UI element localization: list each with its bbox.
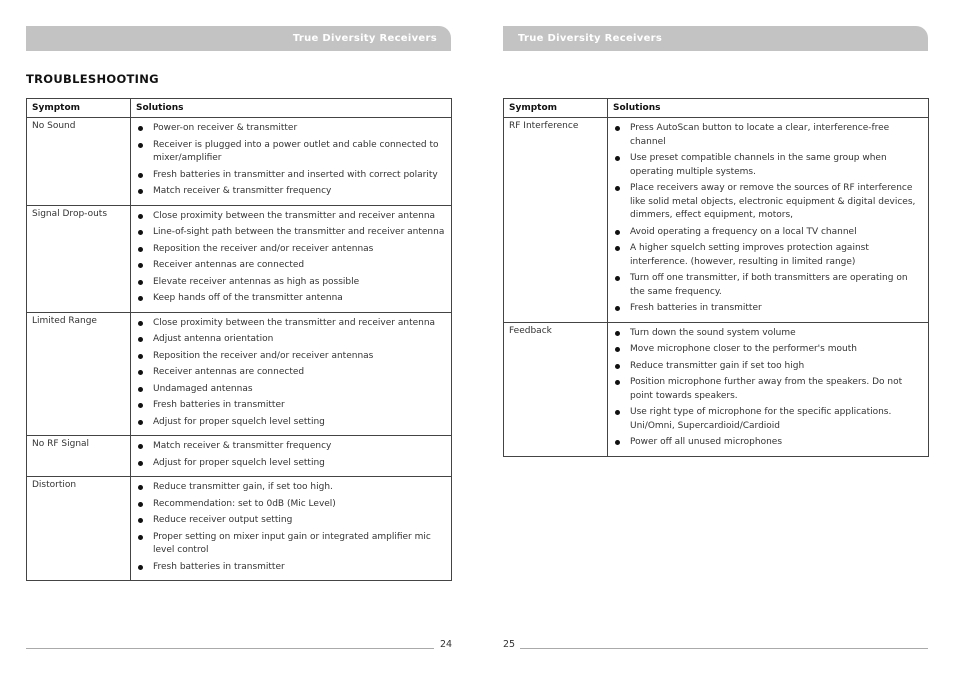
bullet-icon (138, 337, 143, 342)
table-header-row (504, 99, 929, 118)
symptom-column-header: Symptom (504, 99, 608, 118)
list-item (613, 272, 923, 299)
solution-text: Recommendation: set to 0dB (Mic Level) (153, 498, 336, 509)
list-item (613, 226, 923, 240)
solutions-list (136, 317, 446, 430)
solution-text: Undamaged antennas (153, 383, 253, 394)
list-item (136, 350, 446, 364)
solution-text: Turn off one transmitter, if both transmitters are operating on the same frequency. (630, 273, 908, 297)
list-item (613, 302, 923, 316)
list-item (136, 139, 446, 166)
solution-text: Line-of-sight path between the transmitter and receiver antenna (153, 227, 445, 237)
bullet-icon (138, 214, 143, 219)
list-item (136, 383, 446, 397)
right-page (477, 0, 954, 675)
bullet-icon (138, 189, 143, 194)
symptom-cell: Distortion (27, 477, 131, 581)
solution-text: Reduce transmitter gain if set too high (630, 360, 805, 371)
symptom-column-header: Symptom (27, 99, 131, 118)
table-body-left (27, 118, 452, 581)
solutions-list (136, 440, 446, 470)
bullet-icon (138, 444, 143, 449)
troubleshooting-table-right (503, 98, 929, 457)
solutions-column-header: Solutions (608, 99, 929, 118)
bullet-icon (615, 186, 620, 191)
table-row (27, 312, 452, 436)
symptom-cell: Signal Drop-outs (27, 205, 131, 312)
bullet-icon (138, 280, 143, 285)
bullet-icon (615, 331, 620, 336)
bullet-icon (138, 143, 143, 148)
bullet-icon (138, 387, 143, 392)
bullet-icon (138, 321, 143, 326)
table-row (27, 436, 452, 477)
bullet-icon (615, 230, 620, 235)
bullet-icon (138, 173, 143, 178)
table-row (27, 118, 452, 206)
solution-text: Avoid operating a frequency on a local TV channel (630, 226, 857, 237)
bullet-icon (615, 380, 620, 385)
bullet-icon (615, 246, 620, 251)
solutions-list (136, 122, 446, 199)
footer-line-left (26, 648, 434, 649)
symptom-cell: No RF Signal (27, 436, 131, 477)
solutions-cell (608, 118, 929, 323)
bullet-icon (138, 502, 143, 507)
solutions-cell (131, 312, 452, 436)
symptom-cell: Limited Range (27, 312, 131, 436)
list-item (136, 514, 446, 528)
list-item (136, 481, 446, 495)
bullet-icon (138, 126, 143, 131)
solution-text: Close proximity between the transmitter and receiver antenna (153, 210, 436, 221)
solution-text: Press AutoScan button to locate a clear, interference-free channel (630, 123, 890, 147)
bullet-icon (138, 296, 143, 301)
list-item (136, 333, 446, 347)
bullet-icon (615, 126, 620, 131)
solution-text: Move microphone closer to the performer's mouth (630, 344, 857, 354)
page-number-right: 25 (503, 639, 516, 650)
solution-text: Adjust antenna orientation (153, 334, 274, 344)
header-bar-right (503, 26, 928, 51)
list-item (136, 122, 446, 136)
bullet-icon (138, 420, 143, 425)
bullet-icon (615, 156, 620, 161)
solution-text: Place receivers away or remove the sources of RF interference like solid metal objects, electronic equipment & digital devices, dimmers, effect equipment, motors, (630, 183, 916, 220)
solution-text: Close proximity between the transmitter and receiver antenna (153, 317, 436, 328)
list-item (136, 531, 446, 558)
bullet-icon (138, 518, 143, 523)
list-item (136, 317, 446, 331)
solutions-cell (131, 118, 452, 206)
bullet-icon (615, 440, 620, 445)
solutions-list (136, 481, 446, 574)
list-item (136, 169, 446, 183)
solution-text: Match receiver & transmitter frequency (153, 441, 332, 451)
list-item (136, 259, 446, 273)
bullet-icon (138, 354, 143, 359)
solutions-list (613, 122, 923, 316)
list-item (613, 242, 923, 269)
solutions-list (613, 327, 923, 450)
header-title: True Diversity Receivers (518, 33, 663, 44)
list-item (613, 436, 923, 450)
list-item (136, 210, 446, 224)
list-item (613, 406, 923, 433)
solution-text: Fresh batteries in transmitter and inserted with correct polarity (153, 169, 438, 180)
table-row (504, 322, 929, 456)
solution-text: Adjust for proper squelch level setting (153, 457, 325, 468)
solution-text: Match receiver & transmitter frequency (153, 186, 332, 196)
solutions-cell (131, 436, 452, 477)
list-item (136, 440, 446, 454)
list-item (136, 276, 446, 290)
solutions-cell (131, 205, 452, 312)
solution-text: Receiver antennas are connected (153, 260, 305, 270)
list-item (613, 327, 923, 341)
solution-text: Reposition the receiver and/or receiver antennas (153, 243, 374, 254)
solution-text: Receiver antennas are connected (153, 367, 305, 377)
bullet-icon (615, 410, 620, 415)
solution-text: Use preset compatible channels in the same group when operating multiple systems. (630, 153, 887, 177)
solution-text: Reduce receiver output setting (153, 515, 293, 525)
solution-text: Reduce transmitter gain, if set too high. (153, 482, 333, 492)
table-row (27, 477, 452, 581)
list-item (613, 152, 923, 179)
solution-text: Keep hands off of the transmitter antenna (153, 293, 343, 303)
list-item (136, 457, 446, 471)
solution-text: Proper setting on mixer input gain or integrated amplifier mic level control (153, 531, 431, 555)
solution-text: Position microphone further away from the speakers. Do not point towards speakers. (630, 377, 903, 401)
solution-text: Elevate receiver antennas as high as possible (153, 276, 360, 287)
solutions-cell (131, 477, 452, 581)
header-title: True Diversity Receivers (292, 33, 437, 44)
solution-text: Turn down the sound system volume (630, 327, 796, 338)
symptom-cell: Feedback (504, 322, 608, 456)
solution-text: Reposition the receiver and/or receiver antennas (153, 350, 374, 361)
solution-text: Fresh batteries in transmitter (630, 303, 762, 313)
bullet-icon (615, 347, 620, 352)
list-item (136, 399, 446, 413)
list-item (136, 561, 446, 575)
list-item (613, 343, 923, 357)
bullet-icon (138, 230, 143, 235)
bullet-icon (138, 370, 143, 375)
solution-text: Adjust for proper squelch level setting (153, 416, 325, 427)
list-item (136, 498, 446, 512)
bullet-icon (138, 403, 143, 408)
solution-text: Use right type of microphone for the specific applications. Uni/Omni, Supercardioid/Cardioid (630, 407, 892, 431)
bullet-icon (138, 565, 143, 570)
solution-text: Power-on receiver & transmitter (153, 123, 298, 133)
solution-text: A higher squelch setting improves protection against interference. (however, resulting in limited range) (630, 243, 869, 267)
list-item (136, 416, 446, 430)
troubleshooting-table-left (26, 98, 452, 581)
bullet-icon (615, 306, 620, 311)
solution-text: Power off all unused microphones (630, 437, 783, 447)
solutions-column-header: Solutions (131, 99, 452, 118)
list-item (136, 292, 446, 306)
bullet-icon (615, 364, 620, 369)
table-header-row (27, 99, 452, 118)
symptom-cell: RF Interference (504, 118, 608, 323)
list-item (613, 376, 923, 403)
symptom-cell: No Sound (27, 118, 131, 206)
bullet-icon (615, 276, 620, 281)
table-body-right (504, 118, 929, 457)
header-bar-left (26, 26, 451, 51)
solutions-cell (608, 322, 929, 456)
solutions-list (136, 210, 446, 306)
bullet-icon (138, 535, 143, 540)
bullet-icon (138, 247, 143, 252)
solution-text: Fresh batteries in transmitter (153, 400, 285, 410)
bullet-icon (138, 263, 143, 268)
section-title: TROUBLESHOOTING (26, 72, 159, 86)
list-item (613, 182, 923, 223)
bullet-icon (138, 485, 143, 490)
list-item (613, 360, 923, 374)
solution-text: Receiver is plugged into a power outlet and cable connected to mixer/amplifier (153, 139, 439, 163)
page-number-left: 24 (440, 639, 453, 650)
footer-line-right (520, 648, 928, 649)
list-item (136, 243, 446, 257)
solution-text: Fresh batteries in transmitter (153, 561, 285, 572)
list-item (136, 185, 446, 199)
list-item (136, 366, 446, 380)
bullet-icon (138, 461, 143, 466)
table-row (504, 118, 929, 323)
table-row (27, 205, 452, 312)
list-item (136, 226, 446, 240)
list-item (613, 122, 923, 149)
